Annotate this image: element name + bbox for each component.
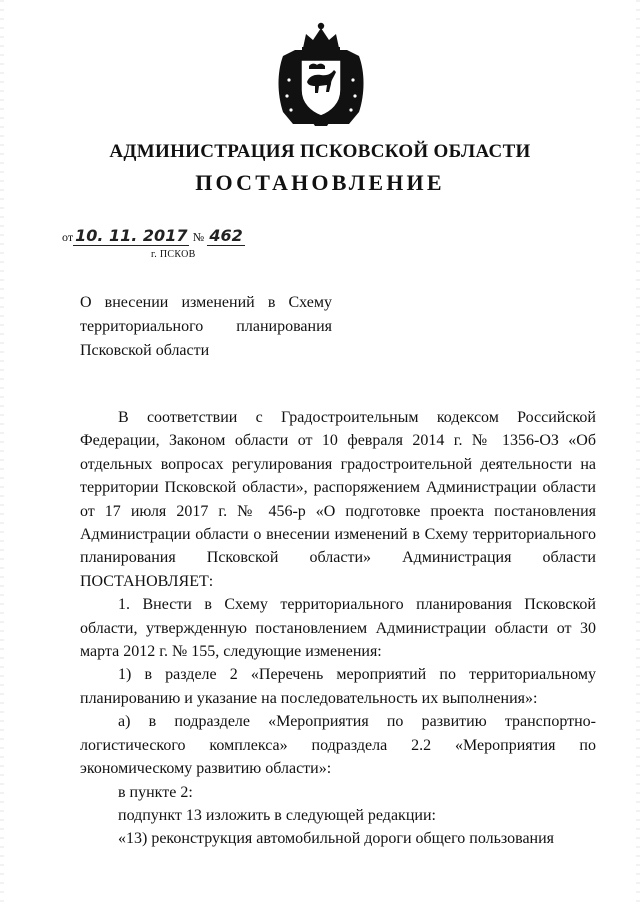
scan-edge-left — [0, 0, 4, 905]
scan-edge-right — [636, 0, 640, 905]
paragraph-subitem-1: 1) в разделе 2 «Перечень мероприятий по территориальному планированию и указание на последовательность их выполнения»: — [80, 666, 596, 707]
city-label: г. ПСКОВ — [151, 249, 196, 260]
organization-title: АДМИНИСТРАЦИЯ ПСКОВСКОЙ ОБЛАСТИ — [109, 141, 531, 162]
handwritten-number: 462 — [209, 226, 243, 245]
date-prefix: от — [62, 230, 74, 244]
subject-line: территориального планирования — [80, 318, 332, 335]
pskov-region-coat-of-arms-icon — [273, 20, 369, 128]
paragraph-point-2: в пункте 2: — [118, 783, 193, 801]
handwritten-date: 10. 11. 2017 — [75, 226, 188, 245]
document-subject — [80, 291, 332, 363]
issue-line — [62, 226, 245, 245]
number-prefix: № — [192, 230, 205, 244]
subject-line: Псковской области — [80, 342, 210, 359]
document-type-title: ПОСТАНОВЛЕНИЕ — [195, 170, 445, 195]
paragraph-item-1: 1. Внести в Схему территориального планирования Псковской области, утвержденную постановлением Администрации области от 30 марта 2012 г. № 155, следующие изменения: — [80, 596, 596, 661]
paragraph-preamble: В соответствии с Градостроительным кодексом Российской Федерации, Законом области от 10 февраля 2014 г. № 1356-ОЗ «Об отдельных вопросах регулирования градостроительной деятельности на территории Псковской области», распоряжением Администрации области от 17 июля 2017 г. № 456-р «О подготовке проекта постановления Администрации области о внесении изменений в Схему территориального планирования Псковской области» Администрация области ПОСТАНОВЛЯЕТ: — [80, 409, 596, 590]
paragraph-subitem-a: а) в подразделе «Мероприятия по развитию транспортно-логистического комплекса» подраздела 2.2 «Мероприятия по экономическому развитию области»: — [80, 713, 596, 778]
paragraph-quote-13: «13) реконструкция автомобильной дороги общего пользования — [118, 830, 555, 848]
document-body — [80, 406, 596, 851]
subject-line: О внесении изменений в Схему — [80, 294, 332, 311]
paragraph-subpoint-13: подпункт 13 изложить в следующей редакции: — [118, 806, 436, 824]
